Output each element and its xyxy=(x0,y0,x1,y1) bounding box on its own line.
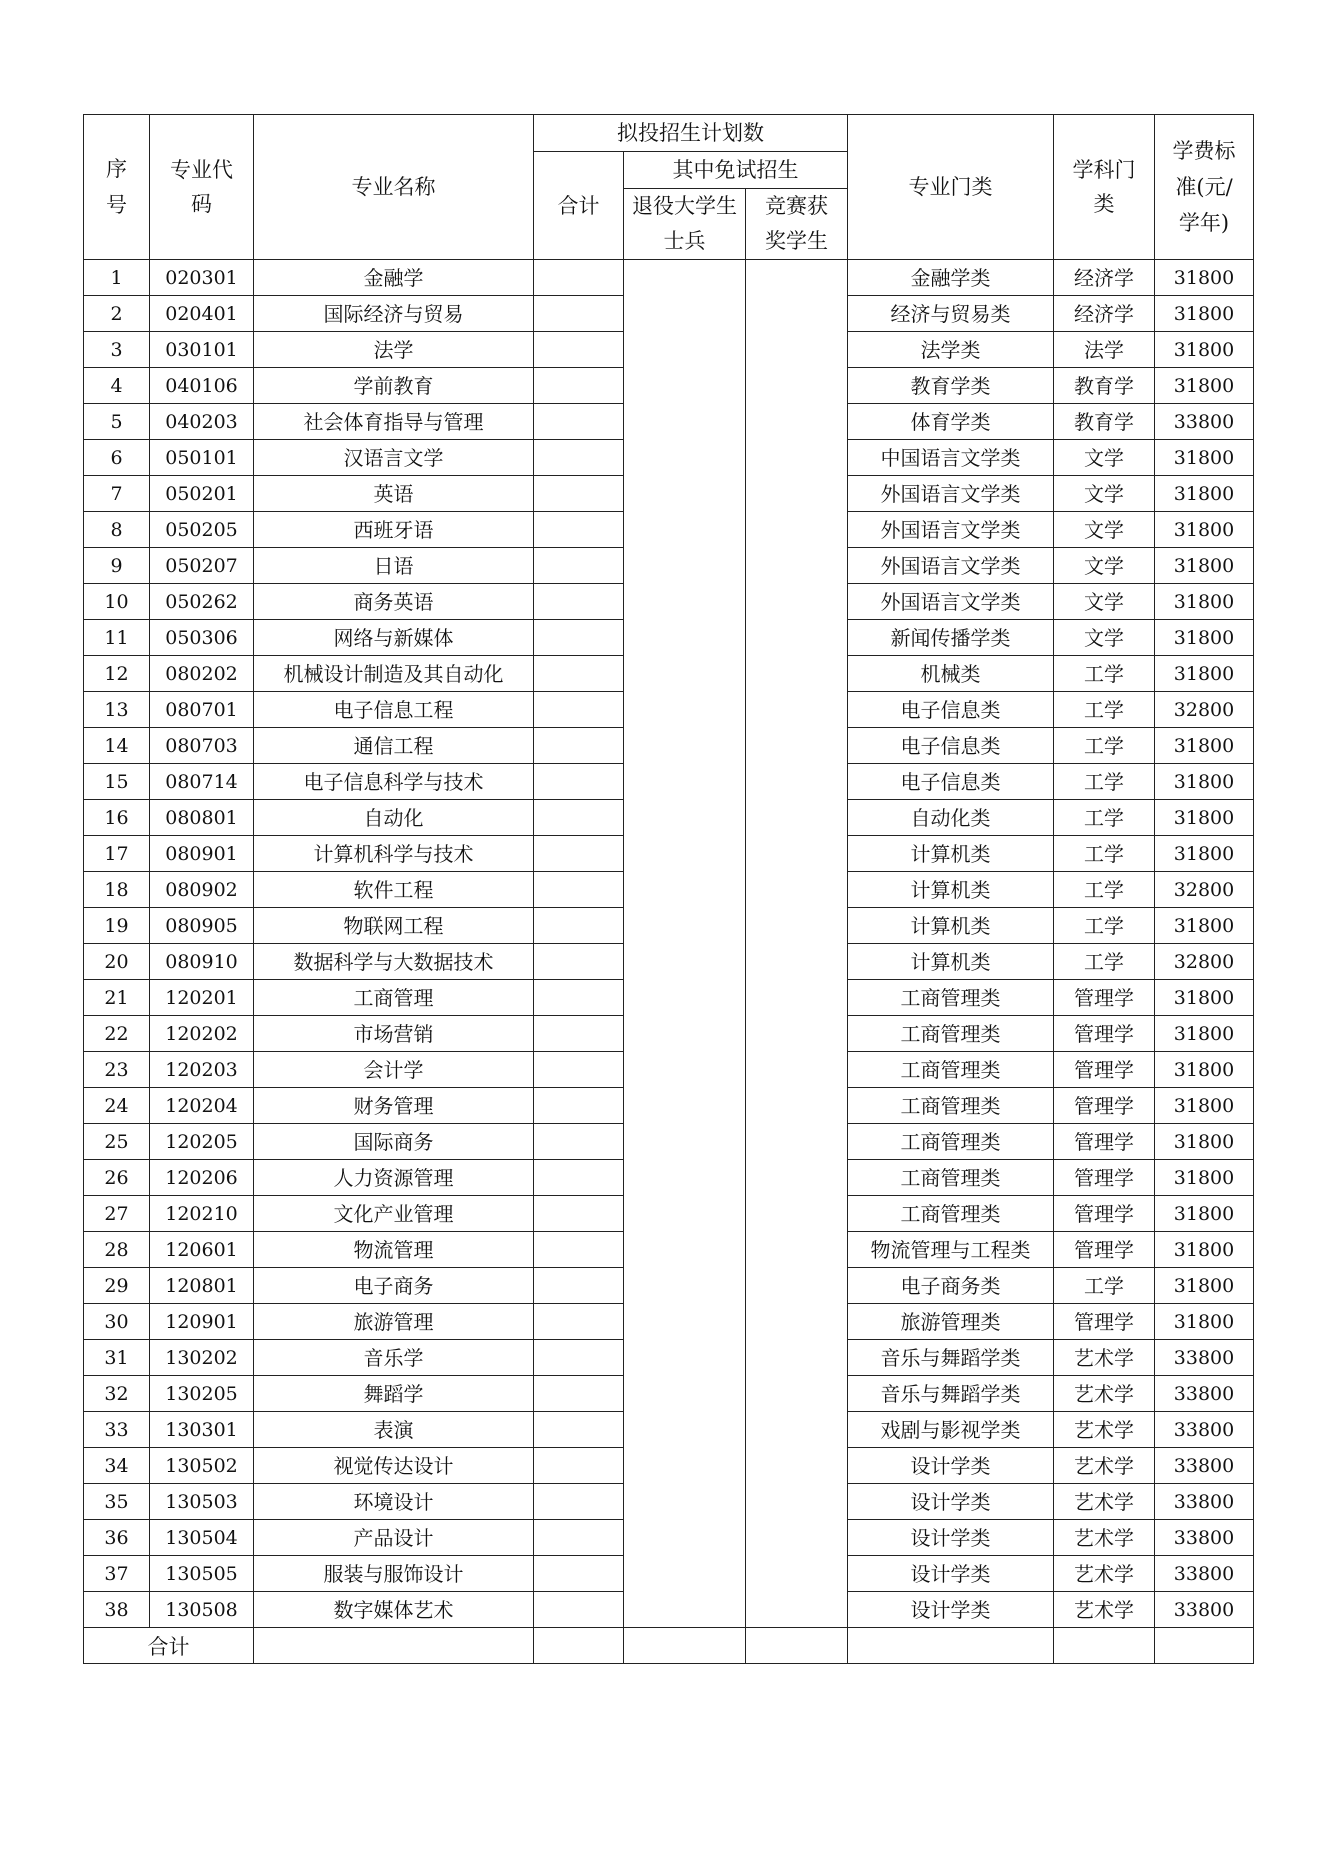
row-discipline: 艺术学 xyxy=(1054,1520,1155,1556)
row-discipline: 文学 xyxy=(1054,620,1155,656)
row-total-cell xyxy=(534,1160,624,1196)
row-total-cell xyxy=(534,1340,624,1376)
row-total-cell xyxy=(534,980,624,1016)
row-total-cell xyxy=(534,260,624,296)
row-category: 设计学类 xyxy=(848,1520,1054,1556)
table-header xyxy=(84,115,1254,260)
row-seq: 9 xyxy=(84,548,150,584)
row-code: 050205 xyxy=(150,512,254,548)
row-fee: 31800 xyxy=(1155,1160,1254,1196)
row-seq: 18 xyxy=(84,872,150,908)
row-fee: 33800 xyxy=(1155,404,1254,440)
row-total-cell xyxy=(534,548,624,584)
row-discipline: 管理学 xyxy=(1054,1232,1155,1268)
row-category: 工商管理类 xyxy=(848,980,1054,1016)
row-fee: 31800 xyxy=(1155,656,1254,692)
row-category: 外国语言文学类 xyxy=(848,512,1054,548)
row-discipline: 艺术学 xyxy=(1054,1556,1155,1592)
row-total-cell xyxy=(534,584,624,620)
row-fee: 31800 xyxy=(1155,620,1254,656)
header-veteran: 退役大学生士兵 xyxy=(624,189,746,260)
row-code: 120210 xyxy=(150,1196,254,1232)
row-total-cell xyxy=(534,944,624,980)
row-category: 教育学类 xyxy=(848,368,1054,404)
row-name: 电子信息工程 xyxy=(254,692,534,728)
row-name: 学前教育 xyxy=(254,368,534,404)
row-code: 020301 xyxy=(150,260,254,296)
row-fee: 31800 xyxy=(1155,548,1254,584)
row-seq: 29 xyxy=(84,1268,150,1304)
row-category: 计算机类 xyxy=(848,908,1054,944)
row-name: 国际经济与贸易 xyxy=(254,296,534,332)
row-category: 设计学类 xyxy=(848,1484,1054,1520)
row-discipline: 管理学 xyxy=(1054,1196,1155,1232)
row-discipline: 文学 xyxy=(1054,476,1155,512)
row-discipline: 工学 xyxy=(1054,1268,1155,1304)
row-code: 130202 xyxy=(150,1340,254,1376)
row-total-cell xyxy=(534,908,624,944)
row-code: 050207 xyxy=(150,548,254,584)
row-discipline: 管理学 xyxy=(1054,1304,1155,1340)
row-seq: 6 xyxy=(84,440,150,476)
row-category: 外国语言文学类 xyxy=(848,584,1054,620)
total-empty-cell xyxy=(848,1628,1054,1664)
row-total-cell xyxy=(534,764,624,800)
row-seq: 30 xyxy=(84,1304,150,1340)
row-category: 计算机类 xyxy=(848,872,1054,908)
row-name: 汉语言文学 xyxy=(254,440,534,476)
row-category: 物流管理与工程类 xyxy=(848,1232,1054,1268)
row-discipline: 工学 xyxy=(1054,800,1155,836)
total-label: 合计 xyxy=(84,1628,254,1664)
row-total-cell xyxy=(534,1484,624,1520)
row-category: 设计学类 xyxy=(848,1448,1054,1484)
row-name: 自动化 xyxy=(254,800,534,836)
row-code: 080905 xyxy=(150,908,254,944)
row-discipline: 艺术学 xyxy=(1054,1592,1155,1628)
row-category: 工商管理类 xyxy=(848,1088,1054,1124)
row-code: 080801 xyxy=(150,800,254,836)
row-category: 音乐与舞蹈学类 xyxy=(848,1376,1054,1412)
row-name: 文化产业管理 xyxy=(254,1196,534,1232)
row-total-cell xyxy=(534,692,624,728)
row-seq: 33 xyxy=(84,1412,150,1448)
row-seq: 25 xyxy=(84,1124,150,1160)
header-discipline: 学科门类 xyxy=(1054,115,1155,260)
total-empty-cell xyxy=(624,1628,746,1664)
row-code: 130504 xyxy=(150,1520,254,1556)
row-discipline: 管理学 xyxy=(1054,980,1155,1016)
row-category: 电子信息类 xyxy=(848,692,1054,728)
row-name: 数字媒体艺术 xyxy=(254,1592,534,1628)
row-category: 计算机类 xyxy=(848,944,1054,980)
row-seq: 20 xyxy=(84,944,150,980)
row-discipline: 文学 xyxy=(1054,512,1155,548)
row-code: 080910 xyxy=(150,944,254,980)
row-discipline: 管理学 xyxy=(1054,1016,1155,1052)
row-fee: 31800 xyxy=(1155,476,1254,512)
row-discipline: 艺术学 xyxy=(1054,1376,1155,1412)
row-discipline: 工学 xyxy=(1054,764,1155,800)
row-seq: 4 xyxy=(84,368,150,404)
row-name: 机械设计制造及其自动化 xyxy=(254,656,534,692)
row-fee: 31800 xyxy=(1155,584,1254,620)
row-seq: 22 xyxy=(84,1016,150,1052)
table-body xyxy=(84,260,1254,1628)
row-seq: 38 xyxy=(84,1592,150,1628)
row-discipline: 工学 xyxy=(1054,656,1155,692)
row-total-cell xyxy=(534,1232,624,1268)
row-fee: 31800 xyxy=(1155,1124,1254,1160)
row-category: 电子商务类 xyxy=(848,1268,1054,1304)
row-fee: 31800 xyxy=(1155,368,1254,404)
row-code: 050262 xyxy=(150,584,254,620)
row-code: 120801 xyxy=(150,1268,254,1304)
row-discipline: 法学 xyxy=(1054,332,1155,368)
row-code: 080902 xyxy=(150,872,254,908)
row-category: 外国语言文学类 xyxy=(848,476,1054,512)
row-total-cell xyxy=(534,1088,624,1124)
row-code: 120204 xyxy=(150,1088,254,1124)
row-total-cell xyxy=(534,476,624,512)
total-empty-cell xyxy=(1054,1628,1155,1664)
row-code: 130508 xyxy=(150,1592,254,1628)
row-discipline: 工学 xyxy=(1054,836,1155,872)
row-seq: 27 xyxy=(84,1196,150,1232)
row-code: 050101 xyxy=(150,440,254,476)
row-seq: 19 xyxy=(84,908,150,944)
row-fee: 31800 xyxy=(1155,764,1254,800)
row-name: 工商管理 xyxy=(254,980,534,1016)
row-fee: 31800 xyxy=(1155,836,1254,872)
row-seq: 31 xyxy=(84,1340,150,1376)
row-category: 计算机类 xyxy=(848,836,1054,872)
row-code: 120206 xyxy=(150,1160,254,1196)
row-discipline: 经济学 xyxy=(1054,296,1155,332)
row-fee: 31800 xyxy=(1155,1088,1254,1124)
row-fee: 31800 xyxy=(1155,332,1254,368)
row-seq: 7 xyxy=(84,476,150,512)
header-seq: 序号 xyxy=(84,115,150,260)
row-total-cell xyxy=(534,404,624,440)
row-code: 040106 xyxy=(150,368,254,404)
row-total-cell xyxy=(534,1556,624,1592)
row-fee: 33800 xyxy=(1155,1556,1254,1592)
row-fee: 33800 xyxy=(1155,1412,1254,1448)
veteran-merged-cell xyxy=(624,260,746,1628)
row-total-cell xyxy=(534,332,624,368)
row-code: 080901 xyxy=(150,836,254,872)
row-category: 工商管理类 xyxy=(848,1052,1054,1088)
header-fee: 学费标准(元/学年) xyxy=(1155,115,1254,260)
row-fee: 31800 xyxy=(1155,980,1254,1016)
row-code: 040203 xyxy=(150,404,254,440)
row-fee: 31800 xyxy=(1155,728,1254,764)
row-seq: 3 xyxy=(84,332,150,368)
row-category: 经济与贸易类 xyxy=(848,296,1054,332)
row-discipline: 文学 xyxy=(1054,548,1155,584)
row-total-cell xyxy=(534,1124,624,1160)
row-name: 软件工程 xyxy=(254,872,534,908)
row-discipline: 工学 xyxy=(1054,944,1155,980)
header-total: 合计 xyxy=(534,152,624,260)
row-category: 旅游管理类 xyxy=(848,1304,1054,1340)
row-code: 130505 xyxy=(150,1556,254,1592)
row-total-cell xyxy=(534,512,624,548)
row-total-cell xyxy=(534,1016,624,1052)
row-fee: 31800 xyxy=(1155,1052,1254,1088)
row-fee: 31800 xyxy=(1155,1196,1254,1232)
row-total-cell xyxy=(534,1376,624,1412)
row-fee: 33800 xyxy=(1155,1592,1254,1628)
row-discipline: 管理学 xyxy=(1054,1160,1155,1196)
row-category: 机械类 xyxy=(848,656,1054,692)
row-name: 电子商务 xyxy=(254,1268,534,1304)
row-seq: 16 xyxy=(84,800,150,836)
row-name: 电子信息科学与技术 xyxy=(254,764,534,800)
row-discipline: 教育学 xyxy=(1054,404,1155,440)
row-discipline: 工学 xyxy=(1054,728,1155,764)
row-name: 视觉传达设计 xyxy=(254,1448,534,1484)
row-seq: 5 xyxy=(84,404,150,440)
row-name: 数据科学与大数据技术 xyxy=(254,944,534,980)
row-fee: 32800 xyxy=(1155,944,1254,980)
row-name: 金融学 xyxy=(254,260,534,296)
row-name: 英语 xyxy=(254,476,534,512)
row-fee: 31800 xyxy=(1155,1232,1254,1268)
row-name: 物联网工程 xyxy=(254,908,534,944)
row-total-cell xyxy=(534,440,624,476)
row-seq: 34 xyxy=(84,1448,150,1484)
row-total-cell xyxy=(534,1196,624,1232)
row-code: 120601 xyxy=(150,1232,254,1268)
row-discipline: 艺术学 xyxy=(1054,1412,1155,1448)
row-total-cell xyxy=(534,1520,624,1556)
row-name: 日语 xyxy=(254,548,534,584)
header-name: 专业名称 xyxy=(254,115,534,260)
row-code: 080714 xyxy=(150,764,254,800)
row-name: 会计学 xyxy=(254,1052,534,1088)
total-empty-cell xyxy=(1155,1628,1254,1664)
row-category: 戏剧与影视学类 xyxy=(848,1412,1054,1448)
row-category: 工商管理类 xyxy=(848,1196,1054,1232)
row-discipline: 工学 xyxy=(1054,872,1155,908)
row-total-cell xyxy=(534,800,624,836)
row-seq: 8 xyxy=(84,512,150,548)
row-code: 130503 xyxy=(150,1484,254,1520)
row-total-cell xyxy=(534,1412,624,1448)
row-category: 工商管理类 xyxy=(848,1160,1054,1196)
row-seq: 24 xyxy=(84,1088,150,1124)
row-name: 表演 xyxy=(254,1412,534,1448)
row-seq: 10 xyxy=(84,584,150,620)
row-code: 080701 xyxy=(150,692,254,728)
row-code: 080703 xyxy=(150,728,254,764)
row-fee: 31800 xyxy=(1155,1016,1254,1052)
row-seq: 28 xyxy=(84,1232,150,1268)
row-category: 金融学类 xyxy=(848,260,1054,296)
row-seq: 13 xyxy=(84,692,150,728)
row-total-cell xyxy=(534,1448,624,1484)
row-discipline: 艺术学 xyxy=(1054,1448,1155,1484)
row-category: 新闻传播学类 xyxy=(848,620,1054,656)
row-total-cell xyxy=(534,656,624,692)
row-name: 商务英语 xyxy=(254,584,534,620)
row-seq: 21 xyxy=(84,980,150,1016)
row-category: 中国语言文学类 xyxy=(848,440,1054,476)
row-name: 法学 xyxy=(254,332,534,368)
row-fee: 33800 xyxy=(1155,1448,1254,1484)
row-name: 通信工程 xyxy=(254,728,534,764)
row-code: 050306 xyxy=(150,620,254,656)
row-name: 旅游管理 xyxy=(254,1304,534,1340)
header-exempt-group: 其中免试招生 xyxy=(624,152,848,189)
row-code: 130205 xyxy=(150,1376,254,1412)
row-seq: 35 xyxy=(84,1484,150,1520)
row-total-cell xyxy=(534,1268,624,1304)
row-name: 产品设计 xyxy=(254,1520,534,1556)
table-row xyxy=(84,260,1254,296)
row-code: 130301 xyxy=(150,1412,254,1448)
row-name: 社会体育指导与管理 xyxy=(254,404,534,440)
row-category: 音乐与舞蹈学类 xyxy=(848,1340,1054,1376)
row-seq: 14 xyxy=(84,728,150,764)
header-plan-group: 拟投招生计划数 xyxy=(534,115,848,152)
row-category: 电子信息类 xyxy=(848,728,1054,764)
row-seq: 11 xyxy=(84,620,150,656)
row-code: 080202 xyxy=(150,656,254,692)
row-discipline: 管理学 xyxy=(1054,1124,1155,1160)
row-discipline: 艺术学 xyxy=(1054,1484,1155,1520)
row-seq: 36 xyxy=(84,1520,150,1556)
row-seq: 26 xyxy=(84,1160,150,1196)
row-fee: 31800 xyxy=(1155,800,1254,836)
row-discipline: 工学 xyxy=(1054,908,1155,944)
row-category: 设计学类 xyxy=(848,1592,1054,1628)
row-fee: 33800 xyxy=(1155,1484,1254,1520)
row-name: 服装与服饰设计 xyxy=(254,1556,534,1592)
row-discipline: 教育学 xyxy=(1054,368,1155,404)
total-row xyxy=(84,1628,1254,1664)
row-discipline: 工学 xyxy=(1054,692,1155,728)
row-category: 电子信息类 xyxy=(848,764,1054,800)
row-name: 环境设计 xyxy=(254,1484,534,1520)
row-total-cell xyxy=(534,620,624,656)
row-name: 舞蹈学 xyxy=(254,1376,534,1412)
row-total-cell xyxy=(534,1304,624,1340)
row-fee: 31800 xyxy=(1155,1268,1254,1304)
row-fee: 31800 xyxy=(1155,440,1254,476)
row-seq: 2 xyxy=(84,296,150,332)
total-empty-cell xyxy=(746,1628,848,1664)
row-code: 120201 xyxy=(150,980,254,1016)
row-discipline: 文学 xyxy=(1054,440,1155,476)
row-fee: 33800 xyxy=(1155,1520,1254,1556)
row-total-cell xyxy=(534,872,624,908)
row-name: 音乐学 xyxy=(254,1340,534,1376)
row-total-cell xyxy=(534,728,624,764)
row-category: 自动化类 xyxy=(848,800,1054,836)
row-category: 外国语言文学类 xyxy=(848,548,1054,584)
row-total-cell xyxy=(534,1052,624,1088)
header-category: 专业门类 xyxy=(848,115,1054,260)
row-name: 网络与新媒体 xyxy=(254,620,534,656)
row-total-cell xyxy=(534,1592,624,1628)
row-code: 120205 xyxy=(150,1124,254,1160)
row-category: 法学类 xyxy=(848,332,1054,368)
row-fee: 33800 xyxy=(1155,1376,1254,1412)
row-category: 工商管理类 xyxy=(848,1016,1054,1052)
row-discipline: 经济学 xyxy=(1054,260,1155,296)
row-seq: 12 xyxy=(84,656,150,692)
row-fee: 32800 xyxy=(1155,692,1254,728)
row-code: 130502 xyxy=(150,1448,254,1484)
total-empty-cell xyxy=(254,1628,534,1664)
row-name: 市场营销 xyxy=(254,1016,534,1052)
row-category: 工商管理类 xyxy=(848,1124,1054,1160)
row-fee: 31800 xyxy=(1155,296,1254,332)
total-empty-cell xyxy=(534,1628,624,1664)
row-seq: 1 xyxy=(84,260,150,296)
row-category: 设计学类 xyxy=(848,1556,1054,1592)
row-fee: 31800 xyxy=(1155,260,1254,296)
row-discipline: 艺术学 xyxy=(1054,1340,1155,1376)
row-seq: 15 xyxy=(84,764,150,800)
row-name: 国际商务 xyxy=(254,1124,534,1160)
row-code: 120203 xyxy=(150,1052,254,1088)
award-merged-cell xyxy=(746,260,848,1628)
row-total-cell xyxy=(534,296,624,332)
row-name: 人力资源管理 xyxy=(254,1160,534,1196)
row-code: 120202 xyxy=(150,1016,254,1052)
row-code: 120901 xyxy=(150,1304,254,1340)
row-fee: 31800 xyxy=(1155,512,1254,548)
row-discipline: 管理学 xyxy=(1054,1052,1155,1088)
row-total-cell xyxy=(534,368,624,404)
header-code: 专业代码 xyxy=(150,115,254,260)
row-seq: 17 xyxy=(84,836,150,872)
row-name: 西班牙语 xyxy=(254,512,534,548)
row-discipline: 文学 xyxy=(1054,584,1155,620)
enrollment-plan-table xyxy=(83,114,1254,1664)
row-fee: 31800 xyxy=(1155,1304,1254,1340)
row-seq: 37 xyxy=(84,1556,150,1592)
row-code: 050201 xyxy=(150,476,254,512)
row-name: 物流管理 xyxy=(254,1232,534,1268)
row-code: 020401 xyxy=(150,296,254,332)
row-name: 计算机科学与技术 xyxy=(254,836,534,872)
row-seq: 32 xyxy=(84,1376,150,1412)
row-fee: 32800 xyxy=(1155,872,1254,908)
row-fee: 33800 xyxy=(1155,1340,1254,1376)
row-total-cell xyxy=(534,836,624,872)
row-fee: 31800 xyxy=(1155,908,1254,944)
row-discipline: 管理学 xyxy=(1054,1088,1155,1124)
header-award: 竞赛获奖学生 xyxy=(746,189,848,260)
row-category: 体育学类 xyxy=(848,404,1054,440)
row-code: 030101 xyxy=(150,332,254,368)
row-seq: 23 xyxy=(84,1052,150,1088)
row-name: 财务管理 xyxy=(254,1088,534,1124)
